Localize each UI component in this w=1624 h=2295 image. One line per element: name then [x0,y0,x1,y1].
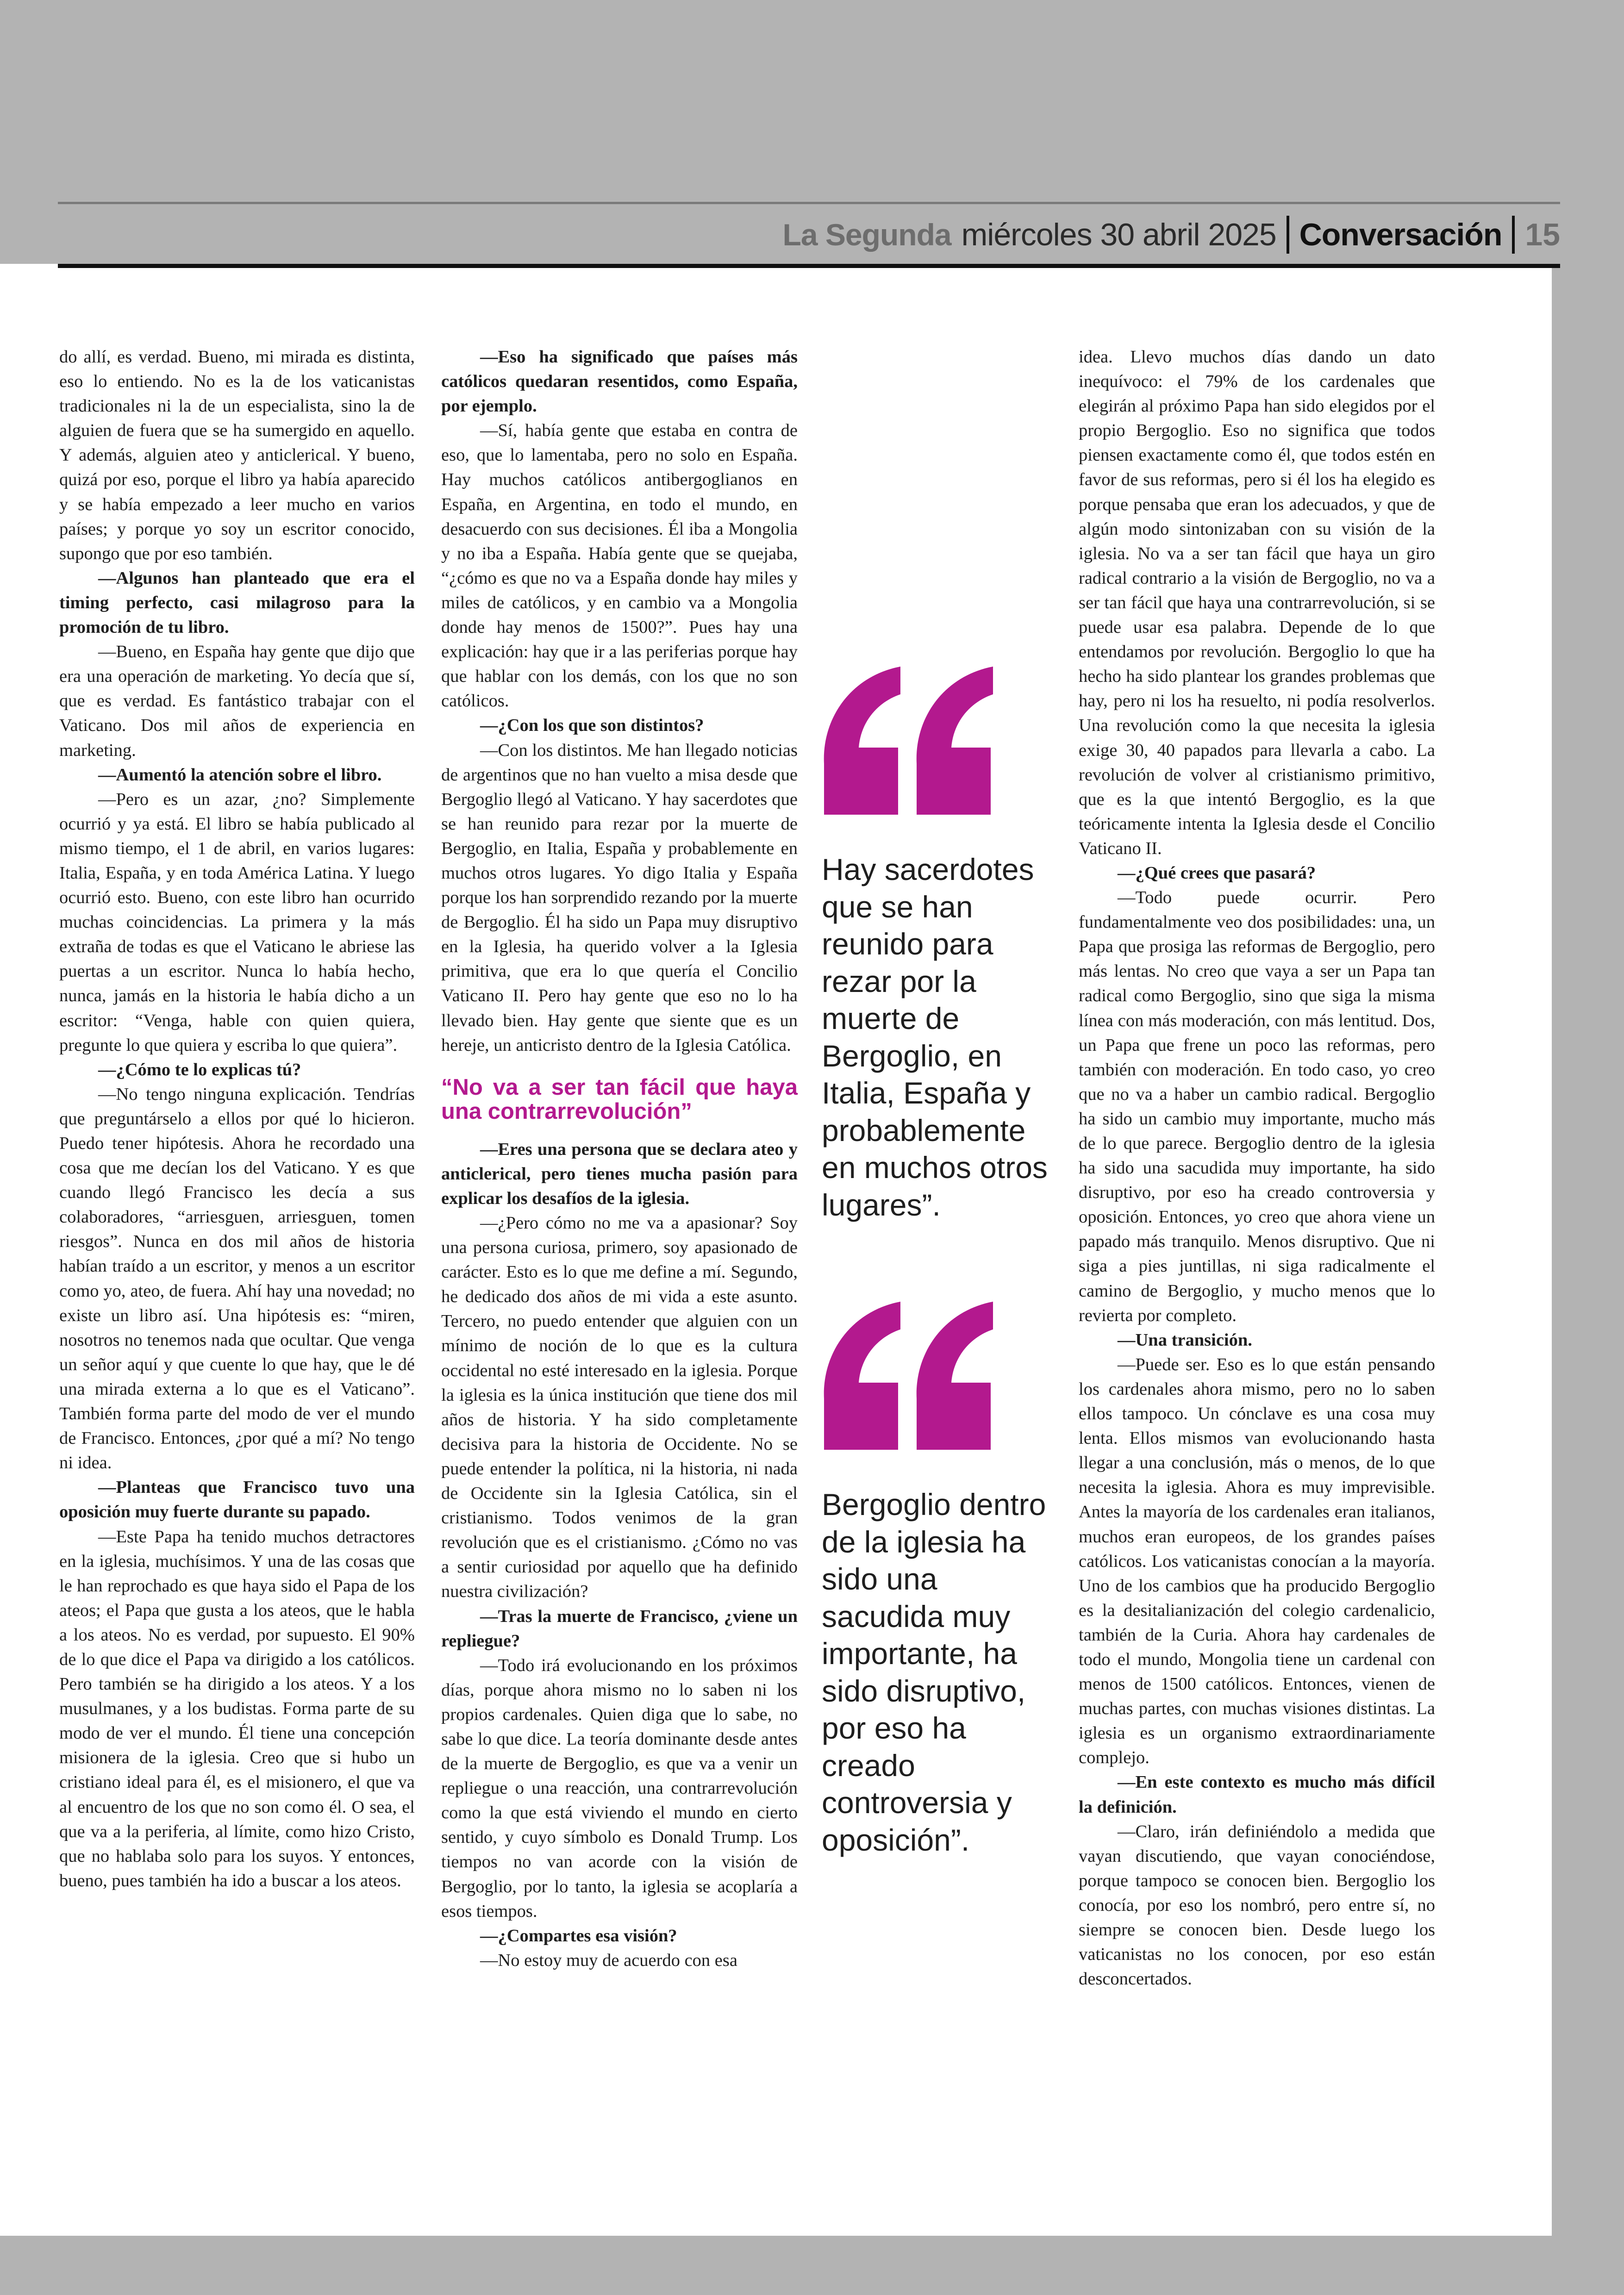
article-column-1 [59,345,415,1893]
answer-paragraph: —Puede ser. Eso es lo que están pensando los cardenales ahora mismo, pero no lo saben ellos tampoco. Un cónclave es una cosa muy lenta. Ellos mismos van evolucionando hasta llegar a una conclusión, más o menos, de lo que necesita la iglesia. Ahora es muy imprevisible. Antes la mayoría de los cardenales eran italianos, muchos eran europeos, de los grandes países católicos. Los vaticanistas conocían a la mayoría. Uno de los cambios que ha producido Bergoglio es la desitalianización del colegio cardenalicio, también de la Curia. Ahora hay cardenales de todo el mundo, Mongolia tiene un cardenal con menos de 1500 católicos. Entonces, vienen de muchas partes, con muchas visiones distintas. La iglesia es un organismo extraordinariamente complejo. [1079,1354,1435,1768]
answer-paragraph: —Este Papa ha tenido muchos detractores en la iglesia, muchísimos. Y una de las cosas que le han reprochado es que haya sido el Papa de los ateos; el Papa que gusta a los ateos, que le habla a los ateos. No es verdad, por supuesto. El 90% de lo que dice el Papa va dirigido a los católicos. Pero también se ha dirigido a los ateos. Y a los musulmanes, y a los budistas. Forma parte de su modo de ver el mundo. Él tiene una concepción misionera de la iglesia. Creo que si hubo un cristiano ideal para él, es el misionero, el que va al encuentro de los que no son como él. O sea, el que va a la periferia, al límite, como hizo Cristo, que no hablaba solo para los suyos. Y entonces, bueno, pues también ha ido a buscar a los ateos. [59,1527,415,1890]
answer-paragraph: —Todo puede ocurrir. Pero fundamentalmente veo dos posibilidades: una, un Papa que prosiga las reformas de Bergoglio, pero más lentas. No creo que vaya a ser un Papa tan radical como Bergoglio, sino que siga la misma línea con más moderación, con más lentitud. Dos, un Papa que frene un poco las reformas, pero también con moderación. En todo caso, yo creo que no va a haber un cambio radical. Bergoglio ha sido un cambio muy importante, mucho más de lo que parece. Bergoglio dentro de la iglesia ha sido una sacudida muy importante, ha sido disruptivo, por eso ha creado controversia y oposición. Entonces, yo creo que ahora viene un papado más tranquilo. Menos disruptivo. Que ni siga a pies juntillas, ni siga radicalmente el camino de Bergoglio, y mucho menos que lo revierta por completo. [1079,888,1435,1325]
header-rule-thick [58,264,1560,268]
question-paragraph: —Eso ha significado que países más católicos quedaran resentidos, como España, por ejemplo. [441,347,798,416]
answer-paragraph: do allí, es verdad. Bueno, mi mirada es distinta, eso lo entiendo. No es la de los vaticanistas tradicionales ni la de un especialista, sino la de alguien de fuera que se ha sumergido en aquello. Y además, alguien ateo y anticlerical. Y bueno, quizá por eso, porque el libro ya había aparecido y se había empezado a leer mucho en varios países; y porque yo soy un escritor conocido, supongo que por eso también. [59,347,415,563]
answer-paragraph: —No tengo ninguna explicación. Tendrías que preguntárselo a ellos por qué lo hicieron. Puedo tener hipótesis. Ahora he recordado una cosa que me decían los del Vaticano. Y es que cuando llegó Francisco les decía a sus colaboradores, “arriesguen, arriesguen, tomen riesgos”. Nunca en dos mil años de historia habían traído a un escritor, y menos a un escritor como yo, ateo, de fuera. Ahí hay una novedad; no existe un libro así. Una hipótesis es: “miren, nosotros no tenemos nada que ocultar. Que venga un señor aquí y que cuente lo que hay, que le dé una mirada externa a lo que es el Vaticano”. También forma parte del modo de ver el mundo de Francisco. Entonces, ¿por qué a mí? No tengo ni idea. [59,1084,415,1473]
question-paragraph: —En este contexto es mucho más difícil la definición. [1079,1772,1435,1817]
newspaper-brand: La Segunda [782,218,951,252]
question-paragraph: —Tras la muerte de Francisco, ¿viene un repliegue? [441,1606,798,1651]
answer-paragraph: —Pero es un azar, ¿no? Simplemente ocurrió y ya está. El libro se había publicado al mismo tiempo, el 1 de abril, en varios lugares: Italia, España, y en toda América Latina. Y luego ocurrió esto. Bueno, con este libro han ocurrido muchas coincidencias. La primera y la más extraña de todas es que el Vaticano le abriese las puertas a un escritor. Nunca lo había hecho, nunca, jamás en la historia le había dicho a un escritor: “Venga, hable con quien quiera, pregunte lo que quiera y escriba lo que quiera”. [59,789,415,1055]
pull-quote-2: Bergoglio dentro de la iglesia ha sido una sacudida muy importante, ha sido disruptivo, por eso ha creado controversia y oposición”. [822,1487,1046,1857]
question-paragraph: —¿Qué crees que pasará? [1118,863,1316,883]
answer-paragraph: —Todo irá evolucionando en los próximos días, porque ahora mismo no lo saben ni los propios cardenales. Quien diga que lo sabe, no sabe lo que dice. La teoría dominante desde antes de la muerte de Bergoglio, es que va a venir un repliegue o una reacción, una contrarrevolución como la que está viviendo el mundo en cierto sentido, y cuyo símbolo es Donald Trump. Los tiempos no van acorde con la visión de Bergoglio, por lo tanto, la iglesia se acoplaría a esos tiempos. [441,1655,798,1921]
answer-paragraph: idea. Llevo muchos días dando un dato inequívoco: el 79% de los cardenales que elegirán al próximo Papa han sido elegidos por el propio Bergoglio. Eso no significa que todos piensen exactamente como él, que todos estén en favor de sus reformas, pero si él los ha elegido es porque pensaba que eran los adecuados, y que de algún modo sintonizaban con su visión de la iglesia. No va a ser tan fácil que haya un giro radical contrario a la visión de Bergoglio, no va a ser tan fácil que haya una contrarrevolución, si se puede usar esa palabra. Depende de lo que entendamos por revolución. Bergoglio lo que ha hecho ha sido plantear los grandes problemas que hay, pero ni los ha resuelto, ni podía resolverlos. Una revolución como la que necesita la iglesia exige 30, 40 papados para llevarla a cabo. La revolución de volver al cristianismo primitivo, que es la que intentó Bergoglio, es la que teóricamente intenta la Iglesia desde el Concilio Vaticano II. [1079,347,1435,858]
question-paragraph: —¿Con los que son distintos? [480,716,704,736]
quote-mark-icon [819,667,995,819]
quote-mark-icon [819,1302,995,1454]
quote-mark-icon [819,667,995,819]
masthead-divider [1287,216,1289,254]
answer-paragraph: —Claro, irán definiéndolo a medida que vayan discutiendo, que vayan conociéndose, porque tampoco se conocen bien. Bergoglio los conocía, por eso los nombró, pero entre sí, no siempre se conocen bien. Desde luego los vaticanistas no los conocen, por eso están desconcertados. [1079,1821,1435,1989]
section-subhead: “No va a ser tan fácil que haya una contrarrevolución” [441,1074,798,1124]
question-paragraph: —Algunos han planteado que era el timing perfecto, casi milagroso para la promoción de tu libro. [59,568,415,637]
answer-paragraph: —No estoy muy de acuerdo con esa [480,1950,737,1970]
answer-paragraph: —Sí, había gente que estaba en contra de eso, que lo lamentaba, pero no solo en España. Hay muchos católicos antibergoglianos en España, en Argentina, en todo el mundo, en desacuerdo con sus decisiones. Él iba a Mongolia y no iba a España. Había gente que se quejaba, “¿cómo es que no va a España donde hay miles y miles de católicos, y en cambio va a Mongolia donde hay menos de 1500?”. Pues hay una explicación: hay que ir a las periferias porque hay que hablar con los demás, con los que no son católicos. [441,421,798,711]
answer-paragraph: —Bueno, en España hay gente que dijo que era una operación de marketing. Yo decía que sí, que es verdad. Es fantástico trabajar con el Vaticano. Dos mil años de experiencia en marketing. [59,642,415,760]
article-column-4 [1079,345,1435,1991]
question-paragraph: —Planteas que Francisco tuvo una oposición muy fuerte durante su papado. [59,1478,415,1522]
question-paragraph: —¿Compartes esa visión? [480,1926,677,1946]
masthead-divider [1512,216,1515,254]
question-paragraph: —Aumentó la atención sobre el libro. [98,765,382,785]
issue-date: miércoles 30 abril 2025 [961,217,1276,252]
section-name: Conversación [1299,217,1502,252]
pull-quote-1: Hay sacerdotes que se han reunido para rezar por la muerte de Bergoglio, en Italia, España y probablemente en muchos otros lugares”. [822,852,1048,1222]
question-paragraph: —¿Cómo te lo explicas tú? [98,1060,301,1079]
answer-paragraph: —¿Pero cómo no me va a apasionar? Soy una persona curiosa, primero, soy apasionado de carácter. Esto es lo que me define a mí. Segundo, he dedicado dos años de mi vida a este asunto. Tercero, no puedo entender que alguien con un mínimo de noción de lo que es la cultura occidental no esté interesado en la iglesia. Porque la iglesia es la única institución que tiene dos mil años de historia. Y ha sido completamente decisiva para la historia de Occidente. No se puede entender la política, ni la historia, ni nada de Occidente sin la Iglesia Católica, sin el cristianismo. Todos venimos de la gran revolución que es el cristianismo. ¿Cómo no vas a sentir curiosidad por aquello que ha definido nuestra civilización? [441,1213,798,1602]
article-column-2 [441,345,798,1973]
quote-mark-icon [819,1302,995,1454]
header-rule-thin [58,202,1560,204]
page-number: 15 [1525,217,1560,252]
answer-paragraph: —Con los distintos. Me han llegado noticias de argentinos que no han vuelto a misa desde que Bergoglio llegó al Vaticano. Y hay sacerdotes que se han reunido para rezar por la muerte de Bergoglio, en Italia, España y probablemente en muchos otros lugares. Yo digo Italia y España porque los han sorprendido rezando por la muerte de Bergoglio. Él ha sido un Papa muy disruptivo en la Iglesia, ha querido volver a la Iglesia primitiva, que era lo que quería el Concilio Vaticano II. Pero hay gente que eso no lo ha llevado bien. Hay gente que siente que es un hereje, un anticristo dentro de la Iglesia Católica. [441,740,798,1055]
question-paragraph: —Eres una persona que se declara ateo y anticlerical, pero tienes mucha pasión para explicar los desafíos de la iglesia. [441,1139,798,1208]
masthead [783,209,1560,260]
question-paragraph: —Una transición. [1118,1330,1252,1350]
